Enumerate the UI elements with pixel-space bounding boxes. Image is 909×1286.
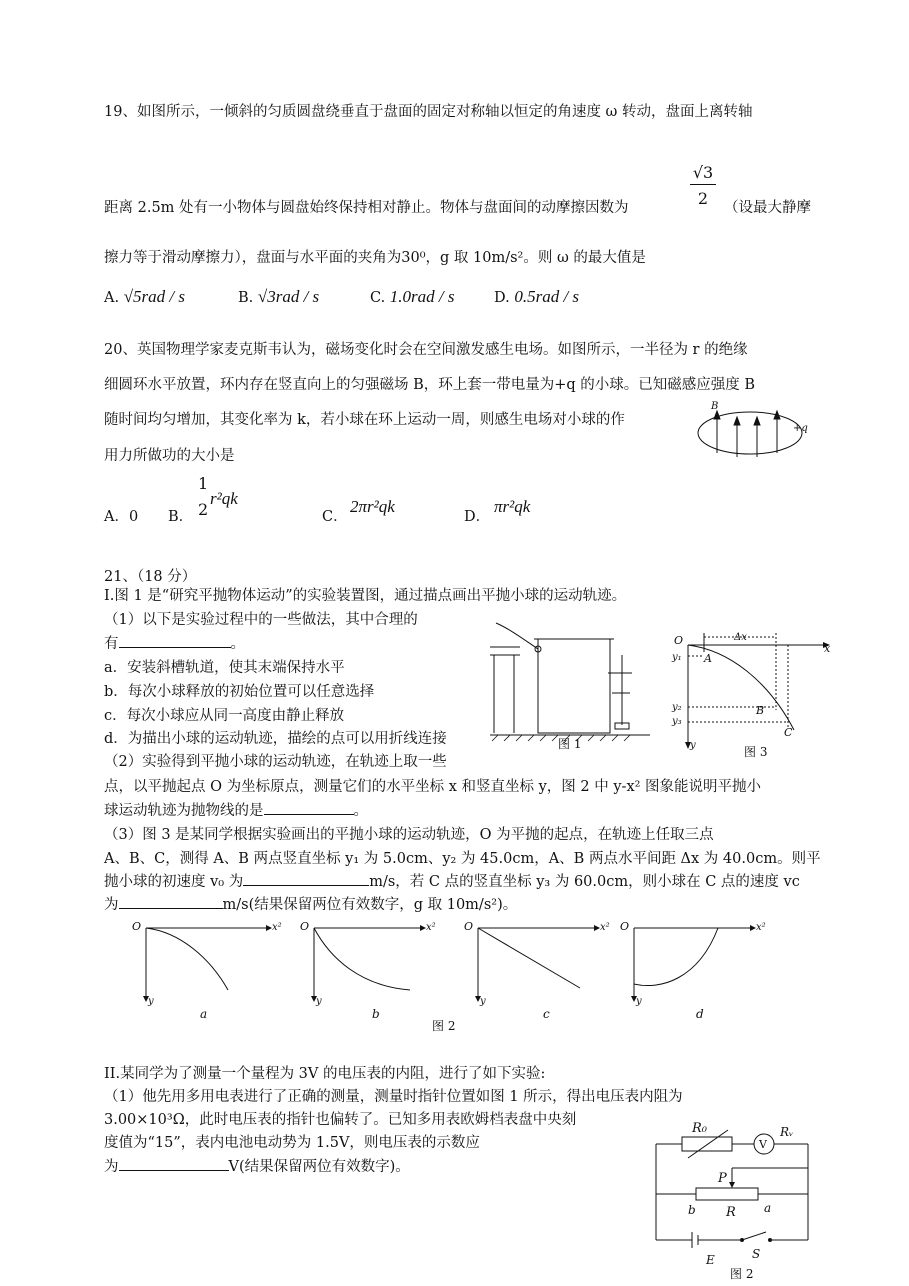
q21-p2-l3: 度值为“15”，表内电池电动势为 1.5V，则电压表的示数应 [104,1135,480,1151]
q21-s1-end: 。 [230,636,245,652]
q21-part2-intro: II.某同学为了测量一个量程为 3V 的电压表的内阻，进行了如下实验: [104,1066,546,1082]
q21-s3d [104,893,517,914]
q19-option-c [370,287,455,307]
fig2-y-c: y [480,996,486,1007]
circuit-r0: R₀ [692,1121,707,1136]
figure-3-trajectory [668,630,838,760]
circuit-caption: 图 2 [730,1267,754,1281]
q19-opt-b-label: B. [238,290,254,306]
q21-s1b-text: 有 [104,636,119,652]
q21-s3c-text1: 抛小球的初速度 v₀ 为 [104,874,244,890]
fig2-x-a: x² [272,922,282,933]
circuit-p: P [718,1171,727,1186]
fig2-label-d: d [696,1007,704,1021]
answer-blank-4[interactable] [119,894,223,909]
fig3-caption: 图 3 [744,745,768,759]
q20-opt-b-expr: r²qk [210,489,238,508]
q20-line1: 20、英国物理学家麦克斯韦认为，磁场变化时会在空间激发感生电场。如图所示，一半径为 r 的绝缘 [104,342,748,358]
fig2-label-a: a [200,1007,208,1021]
fig2-y-b: y [316,996,322,1007]
q21-s3a: （3）图 3 是某同学根据实验画出的平抛小球的运动轨迹，O 为平抛的起点，在轨迹上任取三点 [104,827,714,843]
fig2-y-a: y [148,996,154,1007]
q19-option-a [104,287,185,307]
circuit-diagram [648,1118,818,1284]
q21-p2-l4-text2: V(结果保留两位有效数字)。 [228,1159,410,1175]
q20-line4: 用力所做功的大小是 [104,448,235,464]
circuit-b: b [688,1203,696,1217]
q20-line3: 随时间均匀增加，其变化率为 k，若小球在环上运动一周，则感生电场对小球的作 [104,412,625,428]
figure-1-apparatus [490,615,660,760]
q19-opt-c-value: 1.0rad / s [389,287,455,306]
circuit-r: R [726,1205,736,1220]
fig3-o: O [674,634,684,647]
q21-s1b [104,632,245,653]
q20-opt-d-label: D． [464,509,491,525]
q19-option-b [238,287,319,307]
q20-opt-b-num: 1 [198,474,209,493]
fig-label-b: B [711,401,719,412]
circuit-voltmeter-v: V [759,1138,767,1151]
answer-blank-5[interactable] [119,1156,229,1171]
circuit-a: a [764,1201,772,1215]
q21-s2b: 点，以平抛起点 O 为坐标原点，测量它们的水平坐标 x 和竖直坐标 y，图 2 中 y-x² 图象能说明平抛小 [104,779,762,795]
fig3-c: C [784,726,793,739]
fig1-caption: 图 1 [558,737,582,751]
q19-opt-b-value: √3rad / s [257,287,320,306]
q21-s2c [104,799,368,820]
q19-fraction [690,163,716,208]
q21-opt-a: a．安装斜槽轨道，使其末端保持水平 [104,660,345,676]
fig3-y1: y₁ [672,652,682,663]
q21-opt-c: c．每次小球应从同一高度由静止释放 [104,708,345,724]
fig3-dx: Δx [734,632,747,643]
fig2-x-c-left: x² [426,922,436,933]
q21-p2-l4 [104,1155,410,1176]
q19-opt-c-label: C. [370,290,386,306]
fig2-o-d: O [620,920,630,933]
circuit-s: S [752,1247,761,1261]
q21-part1-intro: I.图 1 是“研究平抛物体运动”的实验装置图，通过描点画出平抛小球的运动轨迹。 [104,588,627,604]
circuit-rv: Rᵥ [780,1125,794,1139]
q20-opt-c-label: C． [322,509,348,525]
q19-line2-text: 距离 2.5m 处有一小物体与圆盘始终保持相对静止。物体与盘面间的动摩擦因数为 [104,200,629,216]
fig3-y: y [690,740,696,751]
q21-p2-l2: 3.00×10³Ω，此时电压表的指针也偏转了。已知多用表欧姆档表盘中央刻 [104,1112,577,1128]
q21-opt-b: b．每次小球释放的初始位置可以任意选择 [104,684,375,700]
q21-s2c-text: 球运动轨迹为抛物线的是 [104,803,264,819]
fig2-x-c: x² [600,922,610,933]
answer-blank-3[interactable] [243,871,369,886]
q20-line2: 细圆环水平放置，环内存在竖直向上的匀强磁场 B，环上套一带电量为+q 的小球。已知磁感应强度 B [104,377,756,393]
q19-opt-d-label: D. [494,290,510,306]
fig2-o-a: O [132,920,142,933]
fig3-b: B [756,704,765,717]
q19-frac-num: √3 [692,163,714,182]
q21-s2-end: 。 [353,803,368,819]
q19-opt-a-label: A. [104,290,120,306]
fig3-y3: y₃ [672,716,682,727]
q19-opt-a-value: √5rad / s [123,287,185,306]
q19-line3: 擦力等于滑动摩擦力），盘面与水平面的夹角为30⁰，g 取 10m/s²。则 ω 的最大值是 [104,250,646,266]
q19-line2 [104,196,629,217]
q21-s1a: （1）以下是实验过程中的一些做法，其中合理的 [104,612,418,628]
q19-option-d [494,287,579,307]
q21-p2-l4-text1: 为 [104,1159,119,1175]
q19-line1: 19、如图所示，一倾斜的匀质圆盘绕垂直于盘面的固定对称轴以恒定的角速度 ω 转动，盘面上离转轴 [104,104,753,120]
q21-head: 21、（18 分） [104,569,197,585]
fig2-label-b: b [372,1007,380,1021]
fig3-a: A [704,652,712,665]
fig-label-q: +q [793,423,808,434]
q19-opt-d-value: 0.5rad / s [514,287,580,306]
q20-opt-b-den: 2 [198,500,209,519]
q21-s3b: A、B、C，测得 A、B 两点竖直坐标 y₁ 为 5.0cm、y₂ 为 45.0cm，A、B 两点水平间距 Δx 为 40.0cm。则平 [104,851,821,867]
answer-blank-1[interactable] [119,633,231,648]
q19-line2b: （设最大静摩 [724,200,811,216]
q20-opt-d-expr: πr²qk [494,497,531,516]
q20-option-a: A．0 [104,509,139,525]
fig2-caption: 图 2 [432,1019,456,1033]
q21-s3d-text1: 为 [104,897,119,913]
q21-p2-l1: （1）他先用多用电表进行了正确的测量，测量时指针位置如图 1 所示，得出电压表内阻为 [104,1089,683,1105]
fig2-o-b: O [300,920,310,933]
fig2-o-c: O [464,920,474,933]
figure-2-graphs [130,918,790,1036]
q21-s2a: （2）实验得到平抛小球的运动轨迹，在轨迹上取一些 [104,754,447,770]
q20-opt-c-expr: 2πr²qk [350,497,395,516]
fig3-y2: y₂ [672,702,682,713]
answer-blank-2[interactable] [264,800,354,815]
fig2-y-d: y [636,996,642,1007]
q19-frac-den: 2 [690,184,716,208]
magnetic-ring-figure [695,395,815,465]
circuit-e: E [706,1253,715,1267]
q20-opt-b-label: B． [168,509,194,525]
fig2-x-d: x² [756,922,766,933]
q21-s3c [104,870,800,891]
fig2-label-c: c [543,1007,550,1021]
q21-opt-d: d．为描出小球的运动轨迹，描绘的点可以用折线连接 [104,731,447,747]
q21-s3c-text2: m/s，若 C 点的竖直坐标 y₃ 为 60.0cm，则小球在 C 点的速度 vc [369,874,800,890]
fig3-x: x [824,642,831,655]
q21-s3d-text2: m/s(结果保留两位有效数字，g 取 10m/s²)。 [222,897,518,913]
